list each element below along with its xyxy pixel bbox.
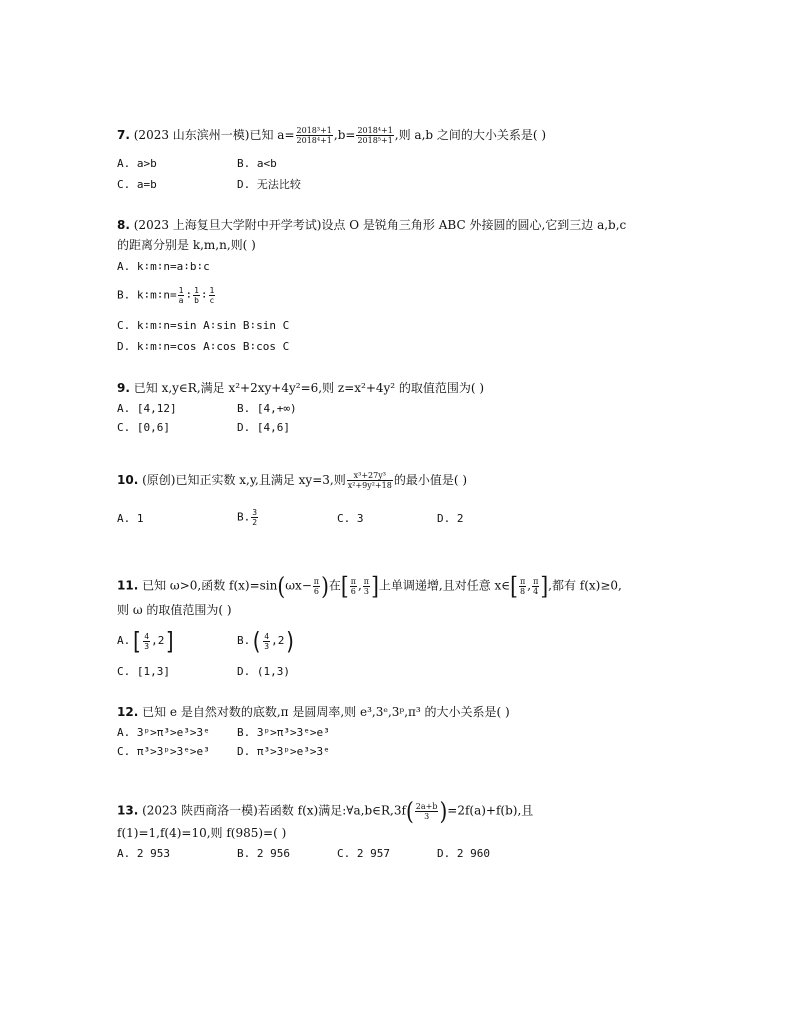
option-b[interactable] bbox=[237, 626, 297, 656]
option-d[interactable]: D. [4,6] bbox=[237, 421, 290, 434]
fraction bbox=[209, 286, 216, 305]
question-7-stem bbox=[117, 126, 546, 145]
question-text: 已知 e 是自然对数的底数,π 是圆周率,则 e³,3ᵉ,3ᵖ,π³ 的大小关系是( ) bbox=[142, 705, 510, 719]
question-text: 已知 x,y∈R,满足 x²+2xy+4y²=6,则 z=x²+4y² 的取值范围为( ) bbox=[133, 381, 485, 395]
question-8-stem-cont: 的距离分别是 k,m,n,则( ) bbox=[117, 238, 256, 252]
option-a[interactable]: A. 3ᵖ>π³>e³>3ᵉ bbox=[117, 726, 210, 739]
option-tail: ,2 bbox=[271, 634, 285, 647]
option-b[interactable]: B. a<b bbox=[237, 157, 277, 170]
fraction-numerator: 1 bbox=[209, 286, 215, 295]
question-text: =2f(a)+f(b),且 bbox=[447, 803, 534, 818]
question-text: 已知 ω>0,函数 f(x)=sin bbox=[142, 578, 278, 593]
option-d[interactable]: D. 2 bbox=[437, 512, 464, 525]
fraction-numerator: 2a+b bbox=[415, 801, 438, 811]
question-11-stem-cont: 则 ω 的取值范围为( ) bbox=[117, 603, 232, 617]
fraction-denominator: 8 bbox=[520, 586, 526, 596]
fraction-numerator: 3 bbox=[252, 508, 258, 517]
question-tail: 的最小值是( ) bbox=[393, 473, 468, 487]
question-number: 12. bbox=[117, 705, 139, 719]
fraction-numerator: 2018⁴+1 bbox=[357, 126, 393, 135]
option-d[interactable]: D. k∶m∶n=cos A∶cos B∶cos C bbox=[117, 340, 290, 353]
paren-open: ( bbox=[277, 571, 286, 601]
option-a[interactable] bbox=[117, 626, 177, 656]
function-argument: ωx− bbox=[285, 578, 312, 593]
fraction bbox=[415, 802, 439, 821]
option-d[interactable]: D. (1,3) bbox=[237, 665, 290, 678]
option-c[interactable]: C. [0,6] bbox=[117, 421, 170, 434]
fraction-denominator: 3 bbox=[264, 641, 270, 651]
option-d[interactable]: D. π³>3ᵖ>e³>3ᵉ bbox=[237, 745, 330, 758]
option-b[interactable]: B. 2 956 bbox=[237, 847, 290, 860]
option-label: A. bbox=[117, 634, 131, 647]
fraction bbox=[347, 471, 393, 490]
option-c[interactable]: C. 3 bbox=[337, 512, 364, 525]
option-a[interactable]: A. 2 953 bbox=[117, 847, 170, 860]
question-text: (2023 上海复旦大学附中开学考试)设点 O 是锐角三角形 ABC 外接圆的圆心,它到三边 a,b,c bbox=[133, 218, 627, 232]
option-a[interactable]: A. [4,12] bbox=[117, 402, 177, 415]
fraction bbox=[143, 632, 150, 651]
option-c[interactable]: C. 2 957 bbox=[337, 847, 390, 860]
fraction-denominator: 3 bbox=[144, 641, 150, 651]
fraction bbox=[178, 286, 185, 305]
variable-a: a= bbox=[277, 128, 295, 142]
fraction bbox=[251, 508, 258, 527]
bracket-close: ] bbox=[540, 571, 549, 601]
fraction-denominator: x²+9y²+18 bbox=[347, 481, 392, 490]
fraction-denominator: 2 bbox=[252, 518, 258, 527]
fraction-denominator: 3 bbox=[363, 586, 369, 596]
fraction-numerator: 1 bbox=[194, 286, 199, 295]
question-number: 10. bbox=[117, 473, 139, 487]
fraction-numerator: π bbox=[313, 576, 320, 586]
fraction-denominator: b bbox=[194, 296, 199, 305]
fraction-numerator: π bbox=[533, 576, 539, 586]
fraction-denominator: 2018⁵+1 bbox=[357, 136, 393, 145]
option-b[interactable]: B. k∶m∶n= $\frac{1}{a}$ ∶ $\frac{1}{b}$ ∶ $\frac{1}{c}$ bbox=[117, 286, 215, 305]
option-c[interactable]: C. a=b bbox=[117, 178, 157, 191]
fraction-numerator: π bbox=[363, 576, 370, 586]
bracket-open: [ bbox=[130, 626, 143, 656]
option-d[interactable]: D. 无法比较 bbox=[237, 178, 301, 191]
question-number: 7. bbox=[117, 128, 130, 142]
fraction-numerator: π bbox=[519, 576, 526, 586]
fraction-numerator: 4 bbox=[264, 631, 270, 641]
question-text: (原创)已知正实数 x,y,且满足 xy=3,则 bbox=[142, 473, 346, 487]
fraction-denominator: 3 bbox=[424, 811, 430, 821]
fraction bbox=[363, 577, 370, 596]
paren-open: ( bbox=[405, 796, 414, 826]
option-label: B. bbox=[237, 510, 251, 524]
question-text: 上单调递增,且对任意 x∈ bbox=[378, 578, 511, 593]
option-b[interactable]: B. 3ᵖ>π³>3ᵉ>e³ bbox=[237, 726, 330, 739]
fraction bbox=[313, 577, 320, 596]
question-number: 9. bbox=[117, 381, 130, 395]
option-a[interactable]: A. a>b bbox=[117, 157, 157, 170]
fraction bbox=[532, 577, 539, 596]
question-tail: ,都有 f(x)≥0, bbox=[548, 578, 622, 593]
question-number: 11. bbox=[117, 578, 139, 593]
question-9-stem bbox=[117, 380, 484, 396]
question-12-stem bbox=[117, 704, 510, 720]
question-text: (2023 陕西商洛一模)若函数 f(x)满足:∀a,b∈R,3f bbox=[142, 803, 406, 818]
question-text: 在 bbox=[328, 578, 341, 593]
option-d[interactable]: D. 2 960 bbox=[437, 847, 490, 860]
option-b[interactable] bbox=[237, 508, 259, 527]
option-tail: ,2 bbox=[151, 634, 165, 647]
fraction-b bbox=[356, 126, 393, 145]
fraction-denominator: c bbox=[209, 296, 215, 305]
option-c[interactable]: C. k∶m∶n=sin A∶sin B∶sin C bbox=[117, 319, 290, 332]
paren-close: ) bbox=[284, 626, 297, 656]
fraction bbox=[350, 577, 357, 596]
fraction-numerator: π bbox=[350, 576, 356, 586]
option-a[interactable]: A. k∶m∶n=a∶b∶c bbox=[117, 260, 210, 273]
variable-b: ,b= bbox=[333, 128, 356, 142]
bracket-open: [ bbox=[510, 571, 518, 601]
question-13-stem bbox=[117, 796, 534, 826]
question-tail: ,则 a,b 之间的大小关系是( ) bbox=[394, 128, 547, 142]
paren-close: ) bbox=[321, 571, 329, 601]
fraction-a bbox=[296, 126, 333, 145]
option-label: B. k∶m∶n= bbox=[117, 288, 177, 302]
option-c[interactable]: C. π³>3ᵖ>3ᵉ>e³ bbox=[117, 745, 210, 758]
question-11-stem: 11. 已知 ω>0,函数 f(x)=sin(ωx− $\frac{\pi}{6}$ )在[ $\frac{\pi}{6}$ , $\frac{\pi}{3}$ ]上单调递增,且对任意 x∈[ $\frac{\pi}{8}$ , $\frac{\pi}{4}$ ],都有 f(x)≥0, bbox=[117, 571, 622, 601]
paren-close: ) bbox=[439, 796, 448, 826]
fraction-denominator: 6 bbox=[313, 586, 319, 596]
fraction bbox=[263, 632, 270, 651]
bracket-close: ] bbox=[164, 626, 177, 656]
fraction-denominator: 4 bbox=[533, 586, 539, 596]
question-source: (2023 山东滨州一模)已知 bbox=[133, 128, 274, 142]
bracket-close: ] bbox=[371, 571, 379, 601]
option-label: B. bbox=[237, 634, 251, 647]
question-13-stem-cont: f(1)=1,f(4)=10,则 f(985)=( ) bbox=[117, 826, 287, 840]
fraction-denominator: a bbox=[178, 296, 184, 305]
question-number: 13. bbox=[117, 803, 139, 818]
fraction-numerator: 1 bbox=[178, 286, 184, 295]
question-10-stem bbox=[117, 471, 467, 490]
option-a[interactable]: A. 1 bbox=[117, 512, 144, 525]
question-number: 8. bbox=[117, 218, 130, 232]
paren-open: ( bbox=[250, 626, 263, 656]
bracket-open: [ bbox=[340, 571, 349, 601]
fraction bbox=[193, 286, 200, 305]
fraction-denominator: 2018⁴+1 bbox=[296, 136, 332, 145]
option-b[interactable]: B. [4,+∞) bbox=[237, 402, 297, 415]
fraction-denominator: 6 bbox=[350, 586, 356, 596]
option-c[interactable]: C. [1,3] bbox=[117, 665, 170, 678]
fraction-numerator: x³+27y³ bbox=[347, 471, 393, 481]
fraction bbox=[519, 577, 526, 596]
fraction-numerator: 2018³+1 bbox=[296, 126, 332, 135]
fraction-numerator: 4 bbox=[144, 631, 150, 641]
question-8-stem bbox=[117, 217, 626, 233]
